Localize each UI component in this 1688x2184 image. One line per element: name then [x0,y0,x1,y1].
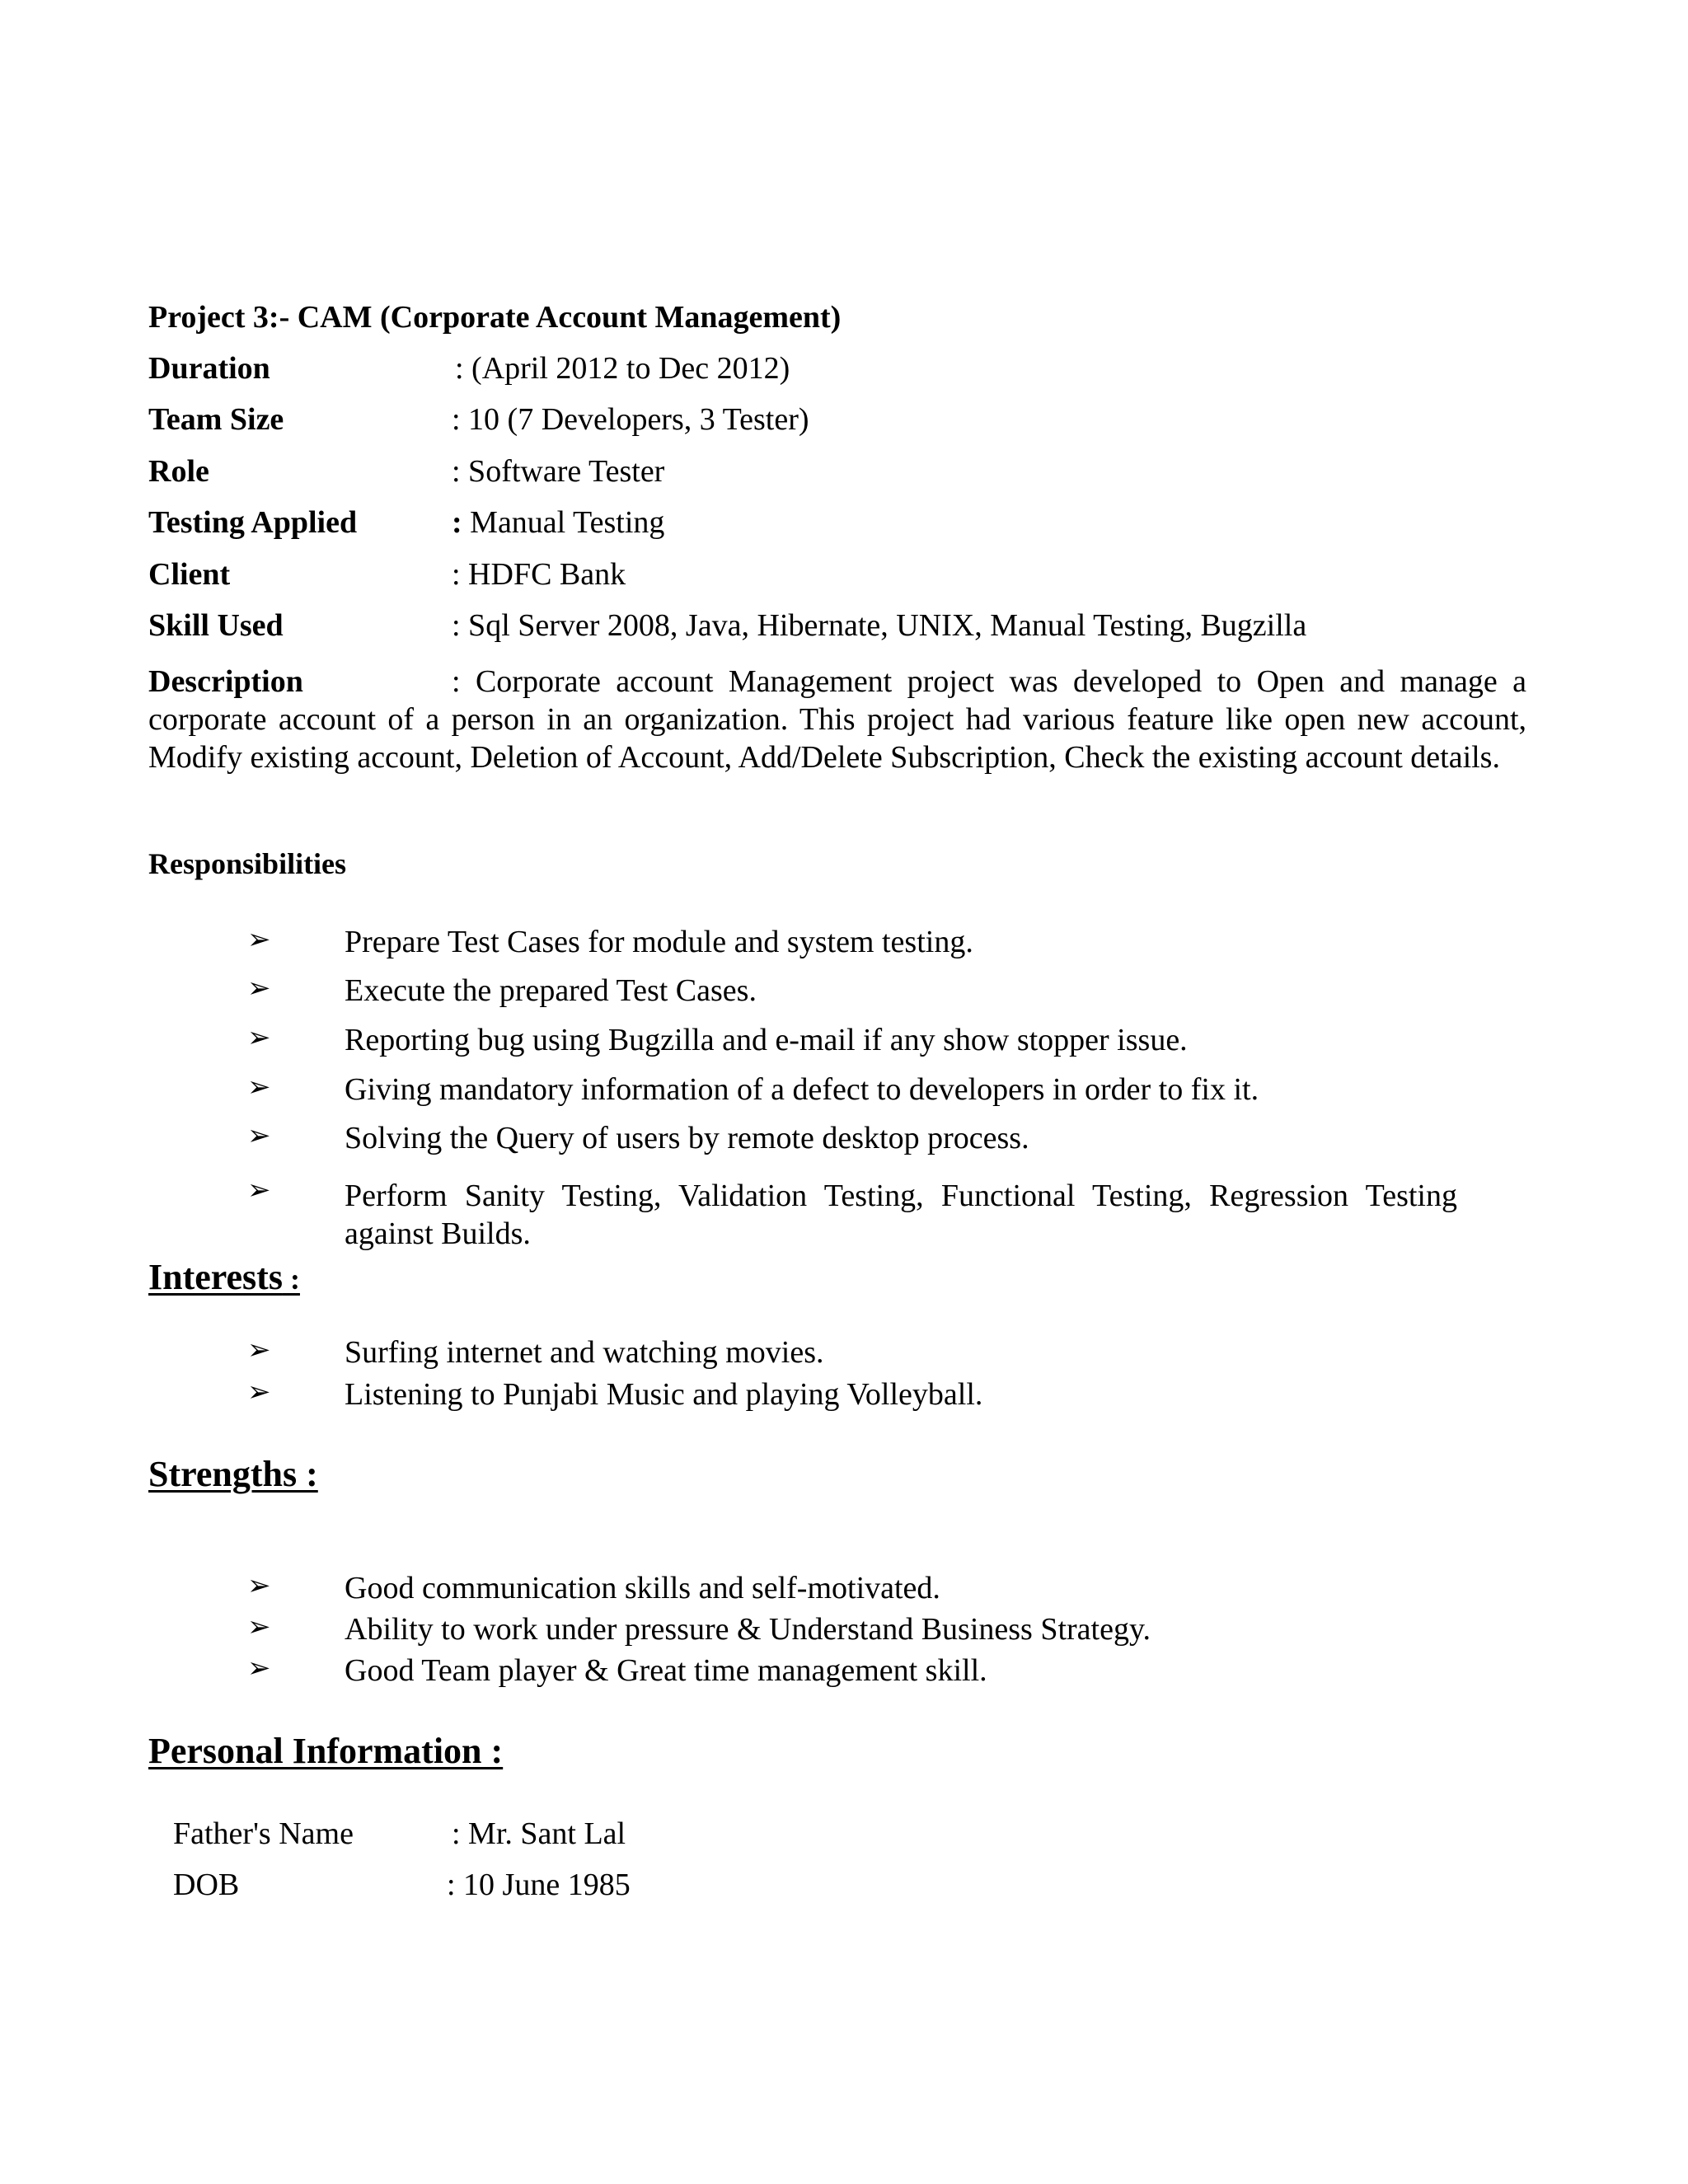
interest-item: Listening to Punjabi Music and playing Volleyball. [345,1377,983,1412]
field-label-testing-applied: Testing Applied [148,505,358,540]
bullet-icon: ➢ [247,1335,271,1366]
personal-value-dob: : 10 June 1985 [447,1868,631,1902]
field-label-client: Client [148,557,231,592]
field-value-team-size: : 10 (7 Developers, 3 Tester) [452,402,809,437]
project-title: Project 3:- CAM (Corporate Account Management) [148,300,842,335]
responsibility-item: Execute the prepared Test Cases. [345,973,757,1008]
responsibility-item: Prepare Test Cases for module and system testing. [345,925,973,959]
bullet-icon: ➢ [247,1571,271,1601]
bullet-icon: ➢ [247,1023,271,1053]
interests-heading [148,1259,300,1296]
strengths-heading: Strengths : [148,1454,318,1494]
responsibility-item: Perform Sanity Testing, Validation Testing, Functional Testing, Regression Testing against Builds. [345,1179,1457,1251]
personal-label-fathers-name: Father's Name [173,1816,354,1851]
responsibility-item: Solving the Query of users by remote desktop process. [345,1121,1029,1155]
bullet-icon: ➢ [247,1612,271,1643]
field-label-role: Role [148,454,209,489]
strength-item: Good communication skills and self-motivated. [345,1571,940,1605]
field-label-skill-used: Skill Used [148,608,284,643]
interest-item: Surfing internet and watching movies. [345,1335,824,1370]
bullet-icon: ➢ [247,1121,271,1151]
field-label-duration: Duration [148,351,270,386]
interests-heading-text: Interests [148,1257,283,1297]
field-value-role: : Software Tester [452,454,665,489]
bullet-icon: ➢ [247,1377,271,1408]
description-text: : Corporate account Management project was developed to Open and manage a corporate account of a person in an organization. This project had various feature like open new account, Modify existing account, Deletion of Account, Add/Delete Subscription, Check the existing account details. [148,664,1526,775]
responsibilities-heading: Responsibilities [148,847,347,880]
personal-information-heading: Personal Information : [148,1731,504,1771]
field-value-duration: : (April 2012 to Dec 2012) [455,351,790,386]
field-value-skill-used: : Sql Server 2008, Java, Hibernate, UNIX, Manual Testing, Bugzilla [452,608,1307,643]
bullet-icon: ➢ [247,1072,271,1103]
personal-value-fathers-name: : Mr. Sant Lal [452,1816,626,1851]
field-colon-testing-applied: : [452,505,462,540]
interests-heading-colon: : [282,1263,300,1296]
field-value-client: : HDFC Bank [452,557,626,592]
field-label-team-size: Team Size [148,402,284,437]
responsibility-item: Reporting bug using Bugzilla and e-mail if any show stopper issue. [345,1023,1188,1057]
field-value-testing-applied [452,507,664,538]
personal-label-dob: DOB [173,1868,240,1902]
bullet-icon: ➢ [247,973,271,1004]
bullet-icon: ➢ [247,925,271,955]
project-description [148,663,1526,776]
responsibility-item: Giving mandatory information of a defect to developers in order to fix it. [345,1072,1259,1107]
field-text-testing-applied: Manual Testing [462,505,665,540]
strength-item: Good Team player & Great time management skill. [345,1653,987,1688]
bullet-icon: ➢ [247,1175,271,1206]
description-label: Description [148,664,303,699]
bullet-icon: ➢ [247,1653,271,1684]
strength-item: Ability to work under pressure & Understand Business Strategy. [345,1612,1151,1647]
